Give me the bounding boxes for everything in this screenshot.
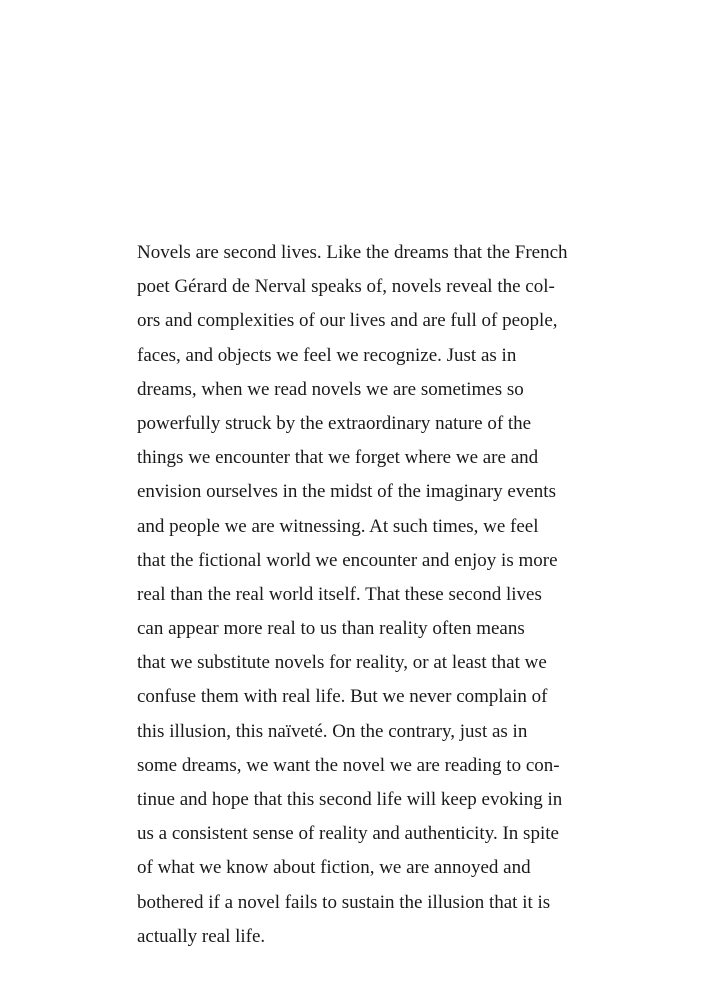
body-paragraph [137, 236, 617, 954]
text-line: powerfully struck by the extraordinary nature of the [137, 412, 532, 434]
text-line: poet Gérard de Nerval speaks of, novels reveal the col- [137, 276, 555, 298]
text-line: envision ourselves in the midst of the imaginary events [137, 481, 556, 503]
text-line: of what we know about fiction, we are annoyed and [137, 857, 531, 879]
text-line: this illusion, this naïveté. On the contrary, just as in [137, 720, 528, 742]
text-line: and people we are witnessing. At such times, we feel [137, 515, 539, 537]
text-line: that the fictional world we encounter and enjoy is more [137, 549, 558, 571]
text-line: confuse them with real life. But we never complain of [137, 686, 548, 708]
text-line: real than the real world itself. That these second lives [137, 583, 542, 605]
text-line: bothered if a novel fails to sustain the illusion that it is [137, 891, 551, 913]
text-line: some dreams, we want the novel we are reading to con- [137, 754, 560, 776]
text-line: dreams, when we read novels we are sometimes so [137, 378, 524, 400]
text-line: tinue and hope that this second life will keep evoking in [137, 789, 563, 810]
text-line: things we encounter that we forget where we are and [137, 447, 539, 469]
text-line: ors and complexities of our lives and are full of people, [137, 310, 558, 332]
text-line: that we substitute novels for reality, or at least that we [137, 652, 547, 674]
text-line: can appear more real to us than reality often means [137, 618, 525, 640]
text-line: Novels are second lives. Like the dreams that the French [137, 242, 568, 263]
text-line: actually real life. [137, 925, 266, 947]
text-line: us a consistent sense of reality and authenticity. In spite [137, 823, 559, 845]
text-line: faces, and objects we feel we recognize. Just as in [137, 344, 517, 366]
